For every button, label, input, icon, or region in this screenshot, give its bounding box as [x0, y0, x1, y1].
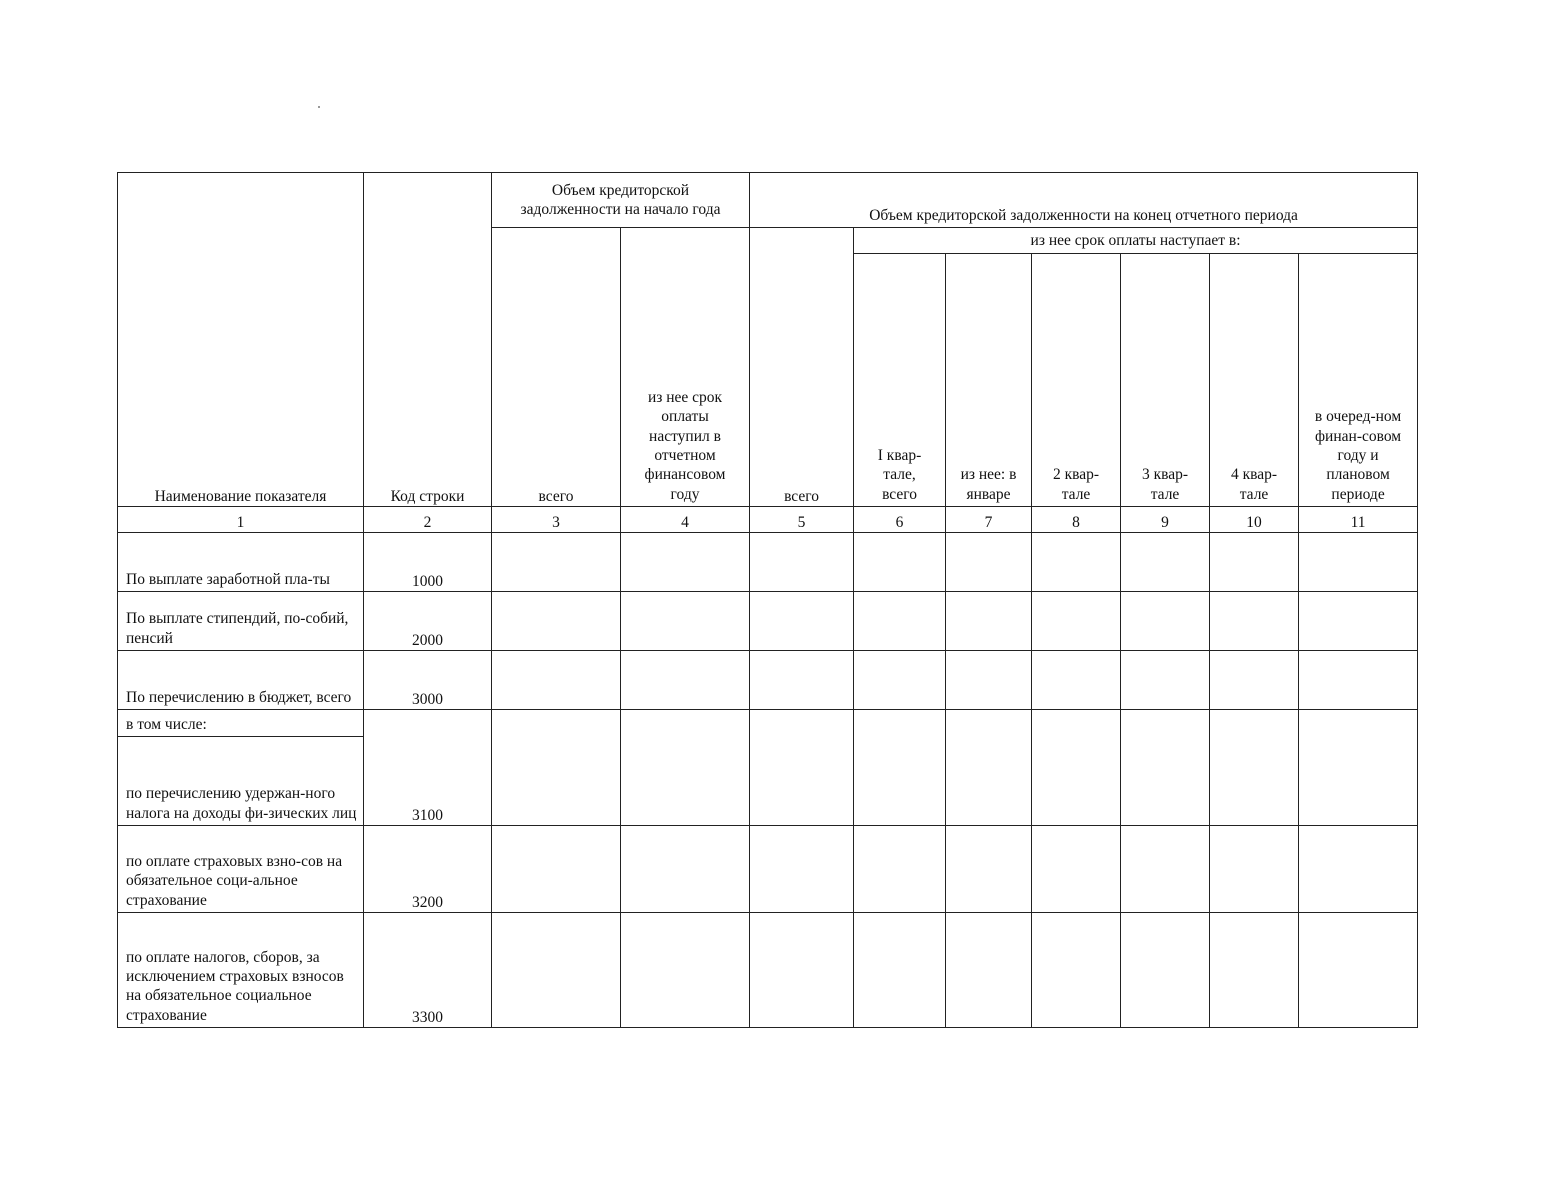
value-cell[interactable] [1032, 533, 1121, 592]
value-cell[interactable] [1299, 710, 1418, 826]
header-code: Код строки [364, 173, 492, 507]
value-cell[interactable] [1210, 826, 1299, 913]
value-cell[interactable] [750, 710, 854, 826]
row-code: 1000 [364, 533, 492, 592]
column-number: 11 [1299, 507, 1418, 533]
header-subgroup-due: из нее срок оплаты наступает в: [854, 228, 1418, 254]
value-cell[interactable] [946, 651, 1032, 710]
value-cell[interactable] [492, 533, 621, 592]
value-cell[interactable] [621, 533, 750, 592]
value-cell[interactable] [1121, 651, 1210, 710]
table-row [118, 592, 1418, 651]
value-cell[interactable] [854, 533, 946, 592]
table-row [118, 826, 1418, 913]
column-number: 1 [118, 507, 364, 533]
header-q1-total: I квар-тале, всего [854, 254, 946, 507]
column-number: 6 [854, 507, 946, 533]
column-number: 7 [946, 507, 1032, 533]
row-code: 3100 [364, 710, 492, 826]
row-name: по оплате страховых взно-сов на обязательное соци-альное страхование [118, 826, 364, 913]
scan-speck [318, 106, 320, 108]
column-number-row [118, 507, 1418, 533]
value-cell[interactable] [1032, 913, 1121, 1028]
value-cell[interactable] [1210, 533, 1299, 592]
value-cell[interactable] [1299, 826, 1418, 913]
value-cell[interactable] [750, 651, 854, 710]
header-end-total: всего [750, 228, 854, 507]
table-row [118, 533, 1418, 592]
value-cell[interactable] [1121, 913, 1210, 1028]
row-code: 3000 [364, 651, 492, 710]
value-cell[interactable] [492, 710, 621, 826]
table-row [118, 710, 1418, 737]
column-number: 5 [750, 507, 854, 533]
value-cell[interactable] [1299, 592, 1418, 651]
value-cell[interactable] [621, 651, 750, 710]
value-cell[interactable] [946, 913, 1032, 1028]
value-cell[interactable] [1210, 651, 1299, 710]
header-group-end: Объем кредиторской задолженности на конец отчетного периода [750, 173, 1418, 228]
payables-table [117, 172, 1418, 1028]
header-start-overdue: из нее срок оплаты наступил в отчетном финансовом году [621, 228, 750, 507]
value-cell[interactable] [946, 533, 1032, 592]
value-cell[interactable] [854, 826, 946, 913]
value-cell[interactable] [621, 826, 750, 913]
column-number: 10 [1210, 507, 1299, 533]
value-cell[interactable] [750, 826, 854, 913]
value-cell[interactable] [1210, 913, 1299, 1028]
row-code: 2000 [364, 592, 492, 651]
value-cell[interactable] [1032, 651, 1121, 710]
header-next-period: в очеред-ном финан-совом году и плановом периоде [1299, 254, 1418, 507]
value-cell[interactable] [1299, 913, 1418, 1028]
value-cell[interactable] [492, 913, 621, 1028]
value-cell[interactable] [750, 533, 854, 592]
value-cell[interactable] [854, 710, 946, 826]
row-name: По выплате заработной пла-ты [118, 533, 364, 592]
value-cell[interactable] [946, 710, 1032, 826]
row-name: По выплате стипендий, по-собий, пенсий [118, 592, 364, 651]
value-cell[interactable] [1210, 710, 1299, 826]
table-row [118, 913, 1418, 1028]
column-number: 2 [364, 507, 492, 533]
column-number: 3 [492, 507, 621, 533]
value-cell[interactable] [750, 913, 854, 1028]
value-cell[interactable] [1121, 710, 1210, 826]
row-name: По перечислению в бюджет, всего [118, 651, 364, 710]
value-cell[interactable] [1121, 592, 1210, 651]
header-q3: 3 квар-тале [1121, 254, 1210, 507]
header-q4: 4 квар-тале [1210, 254, 1299, 507]
value-cell[interactable] [621, 592, 750, 651]
header-start-total: всего [492, 228, 621, 507]
value-cell[interactable] [854, 913, 946, 1028]
row-name: по перечислению удержан-ного налога на доходы фи-зических лиц [118, 737, 364, 826]
row-code: 3200 [364, 826, 492, 913]
value-cell[interactable] [854, 592, 946, 651]
value-cell[interactable] [1032, 592, 1121, 651]
header-name: Наименование показателя [118, 173, 364, 507]
header-q2: 2 квар-тале [1032, 254, 1121, 507]
column-number: 9 [1121, 507, 1210, 533]
value-cell[interactable] [1121, 533, 1210, 592]
value-cell[interactable] [621, 710, 750, 826]
header-q1-january: из нее: в январе [946, 254, 1032, 507]
value-cell[interactable] [1032, 826, 1121, 913]
value-cell[interactable] [1121, 826, 1210, 913]
value-cell[interactable] [946, 826, 1032, 913]
value-cell[interactable] [1299, 533, 1418, 592]
row-code: 3300 [364, 913, 492, 1028]
row-name: по оплате налогов, сборов, за исключением страховых взносов на обязательное социальное страхование [118, 913, 364, 1028]
table-row [118, 651, 1418, 710]
row-name: в том числе: [118, 710, 364, 737]
value-cell[interactable] [750, 592, 854, 651]
header-group-start: Объем кредиторской задолженности на начало года [492, 173, 750, 228]
value-cell[interactable] [1032, 710, 1121, 826]
value-cell[interactable] [621, 913, 750, 1028]
value-cell[interactable] [492, 592, 621, 651]
value-cell[interactable] [946, 592, 1032, 651]
header-row-groups [118, 173, 1418, 228]
column-number: 8 [1032, 507, 1121, 533]
value-cell[interactable] [492, 651, 621, 710]
column-number: 4 [621, 507, 750, 533]
value-cell[interactable] [854, 651, 946, 710]
value-cell[interactable] [1210, 592, 1299, 651]
value-cell[interactable] [492, 826, 621, 913]
value-cell[interactable] [1299, 651, 1418, 710]
